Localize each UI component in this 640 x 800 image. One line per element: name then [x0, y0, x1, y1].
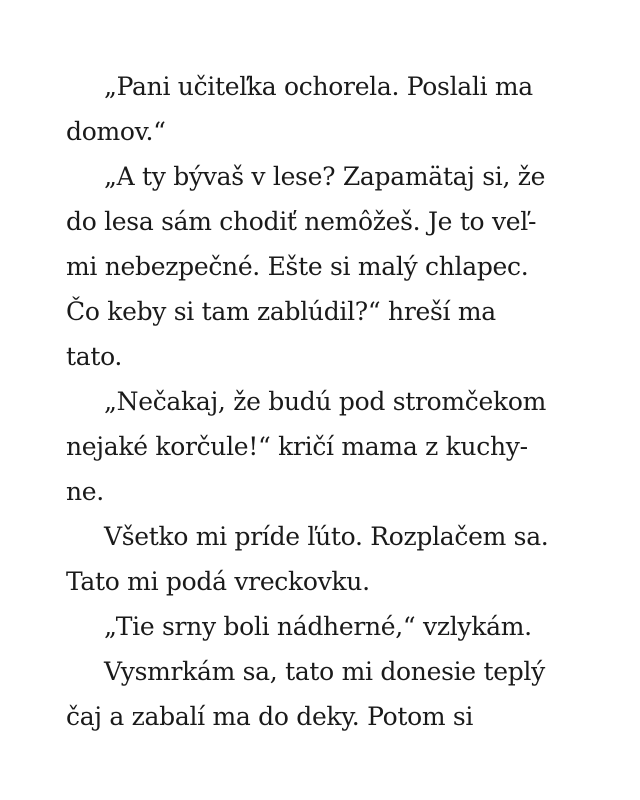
text-line: čaj a zabalí ma do deky. Potom si — [66, 702, 474, 731]
text-line: nejaké korčule!“ kričí mama z kuchy- — [66, 432, 528, 461]
text-line: „Pani učiteľka ochorela. Poslali ma — [104, 72, 533, 101]
text-line: Vysmrkám sa, tato mi donesie teplý — [104, 657, 545, 686]
text-line: Tato mi podá vreckovku. — [66, 567, 370, 596]
text-line: „Nečakaj, že budú pod stromčekom — [104, 387, 546, 416]
text-line: mi nebezpečné. Ešte si malý chlapec. — [66, 252, 529, 281]
text-line: tato. — [66, 342, 123, 371]
text-line: „A ty bývaš v lese? Zapamätaj si, že — [104, 162, 546, 191]
text-line: Čo keby si tam zablúdil?“ hreší ma — [66, 297, 496, 326]
text-line: ne. — [66, 477, 104, 506]
text-line: domov.“ — [66, 117, 166, 146]
text-line: „Tie srny boli nádherné,“ vzlykám. — [104, 612, 532, 641]
text-line: Všetko mi príde ľúto. Rozplačem sa. — [104, 522, 549, 551]
text-line: do lesa sám chodiť nemôžeš. Je to veľ- — [66, 207, 537, 236]
